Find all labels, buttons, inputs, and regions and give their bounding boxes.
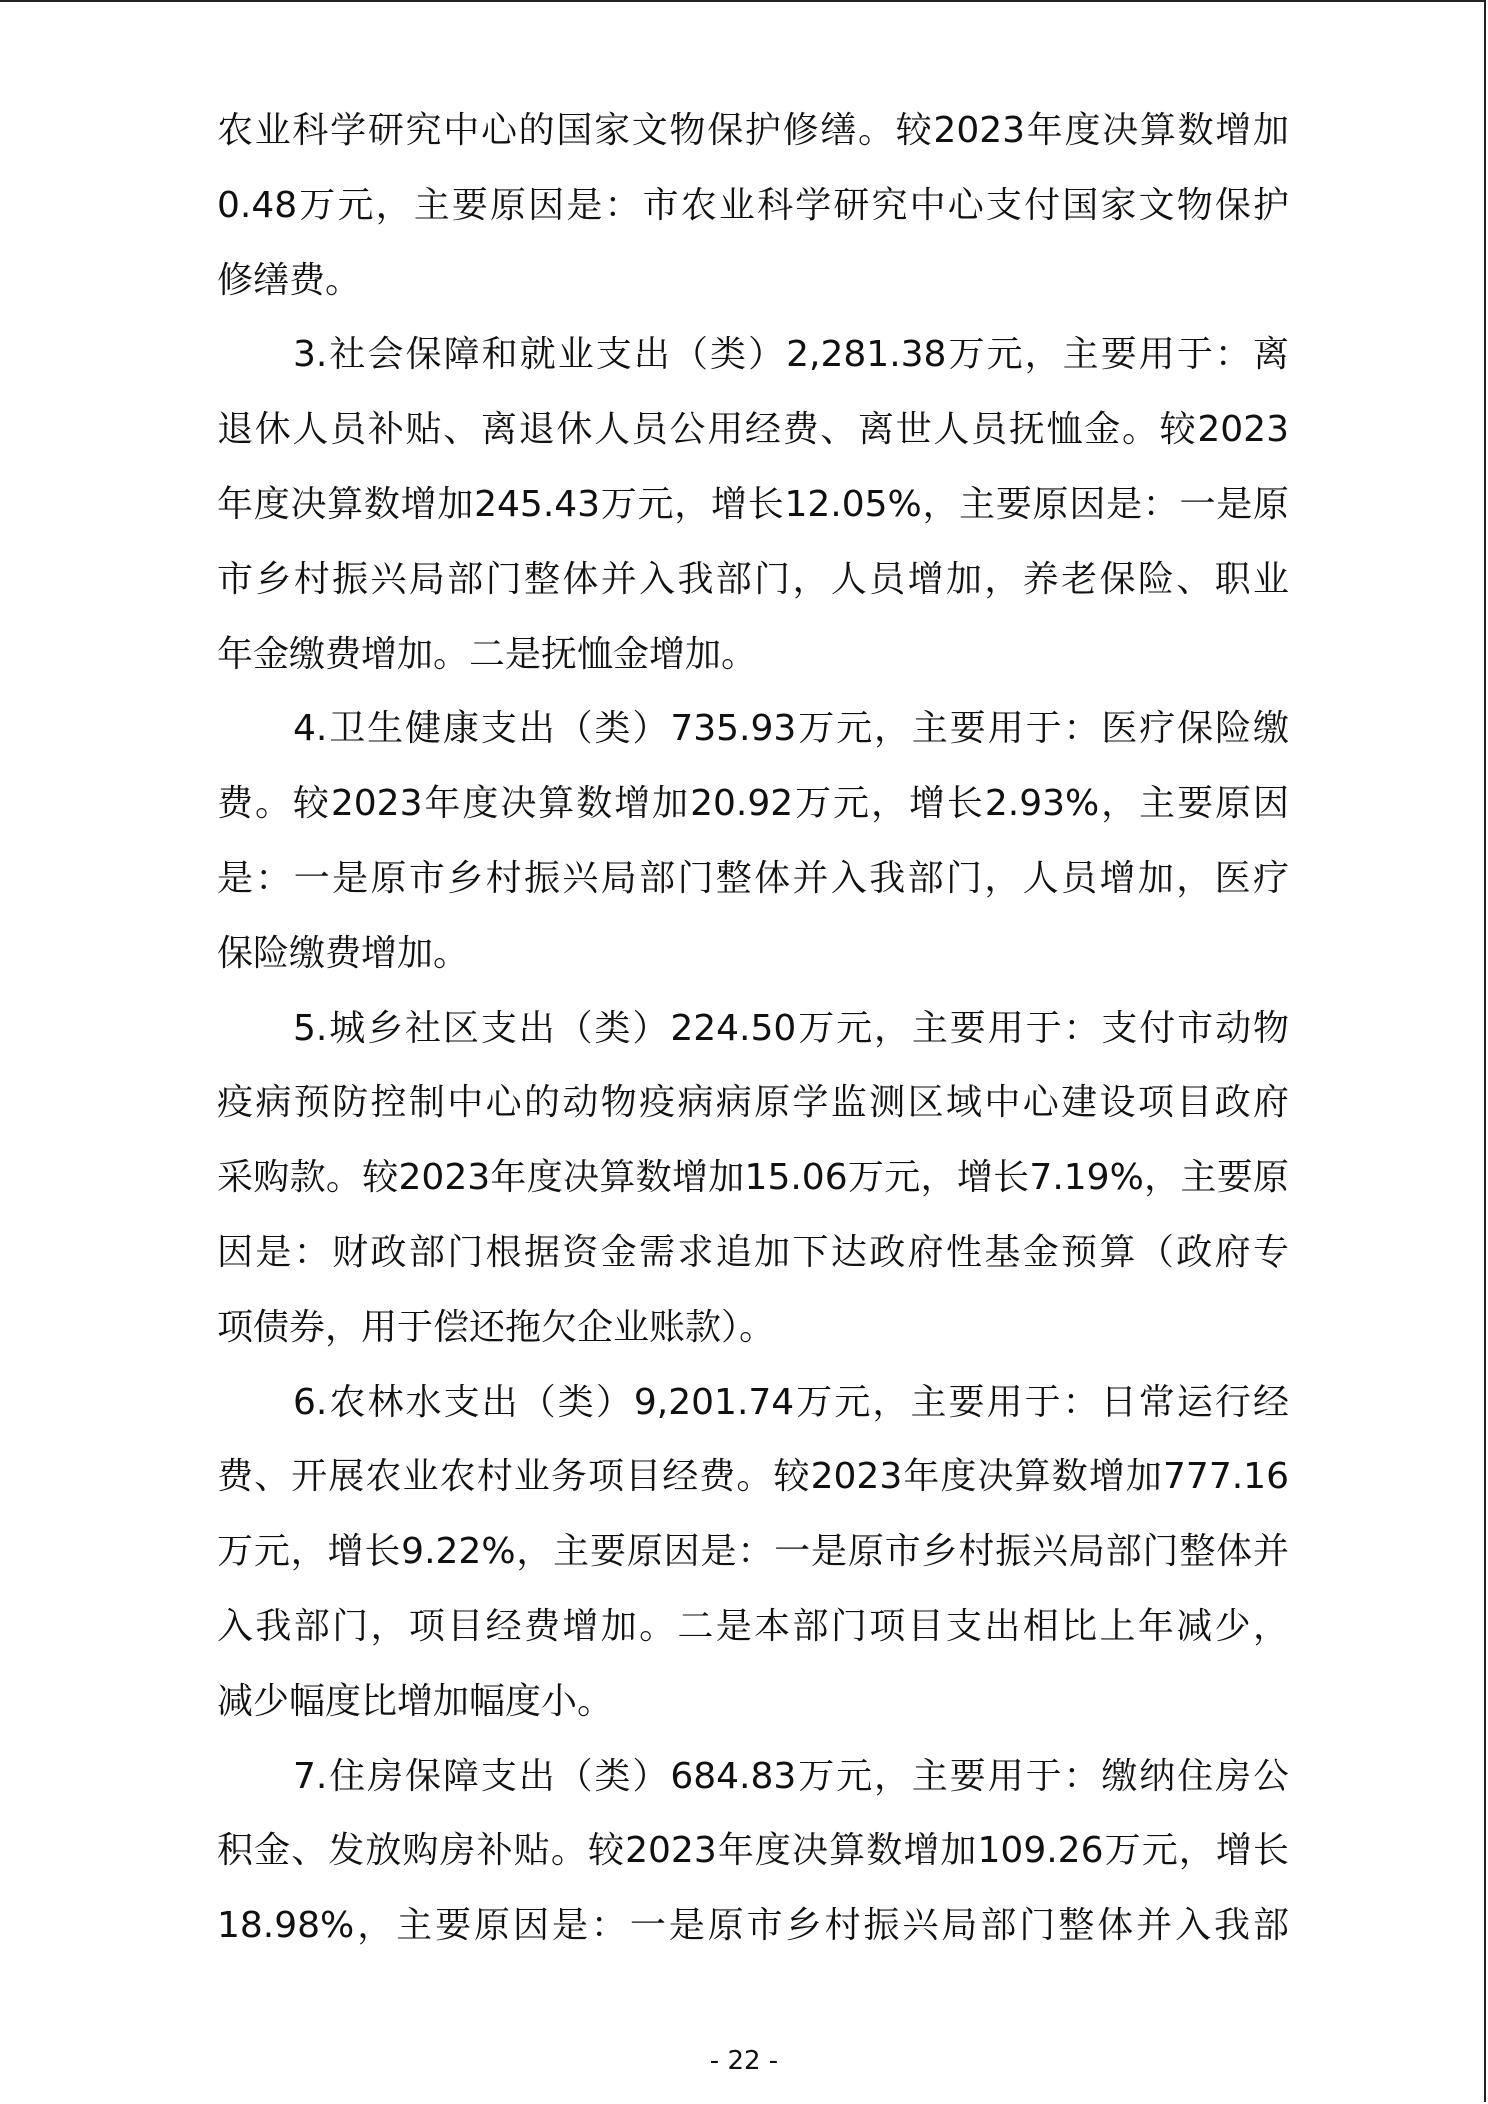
page-number: - 22 - — [709, 2046, 779, 2076]
text-line: 减少幅度比增加幅度小。 — [217, 1680, 614, 1722]
text-line: 修缮费。 — [217, 259, 362, 301]
text-line: 市乡村振兴局部门整体并入我部门，人员增加，养老保险、职业 — [217, 558, 1289, 600]
text-line: 项债券，用于偿还拖欠企业账款）。 — [217, 1306, 776, 1348]
text-line: 4.卫生健康支出（类）735.93万元，主要用于：医疗保险缴 — [293, 708, 1289, 750]
text-line: 入我部门，项目经费增加。二是本部门项目支出相比上年减少， — [217, 1605, 1289, 1647]
text-line: 3.社会保障和就业支出（类）2,281.38万元，主要用于：离 — [293, 334, 1289, 376]
text-line: 是：一是原市乡村振兴局部门整体并入我部门，人员增加，医疗 — [217, 857, 1289, 899]
text-line: 疫病预防控制中心的动物疫病病原学监测区域中心建设项目政府 — [217, 1082, 1289, 1124]
text-line: 农业科学研究中心的国家文物保护修缮。较2023年度决算数增加 — [217, 110, 1289, 151]
document-body — [217, 94, 1289, 1964]
text-line: 18.98%，主要原因是：一是原市乡村振兴局部门整体并入我部 — [217, 1905, 1289, 1947]
text-line: 6.农林水支出（类）9,201.74万元，主要用于：日常运行经 — [293, 1381, 1289, 1423]
text-line: 积金、发放购房补贴。较2023年度决算数增加109.26万元，增长 — [217, 1830, 1289, 1872]
text-line: 年金缴费增加。二是抚恤金增加。 — [217, 633, 758, 675]
text-line: 因是：财政部门根据资金需求追加下达政府性基金预算（政府专 — [217, 1231, 1289, 1273]
text-line: 万元，增长9.22%，主要原因是：一是原市乡村振兴局部门整体并 — [217, 1531, 1289, 1573]
text-line: 采购款。较2023年度决算数增加15.06万元，增长7.19%，主要原 — [217, 1157, 1289, 1199]
text-line: 费。较2023年度决算数增加20.92万元，增长2.93%，主要原因 — [217, 783, 1289, 825]
text-line: 年度决算数增加245.43万元，增长12.05%，主要原因是：一是原 — [217, 483, 1289, 525]
text-line: 费、开展农业农村业务项目经费。较2023年度决算数增加777.16 — [217, 1456, 1289, 1498]
text-line: 7.住房保障支出（类）684.83万元，主要用于：缴纳住房公 — [293, 1755, 1289, 1797]
text-line: 5.城乡社区支出（类）224.50万元，主要用于：支付市动物 — [293, 1007, 1289, 1049]
text-line: 保险缴费增加。 — [217, 932, 470, 974]
text-line: 退休人员补贴、离退休人员公用经费、离世人员抚恤金。较2023 — [217, 409, 1289, 451]
text-line: 0.48万元，主要原因是：市农业科学研究中心支付国家文物保护 — [217, 184, 1289, 226]
